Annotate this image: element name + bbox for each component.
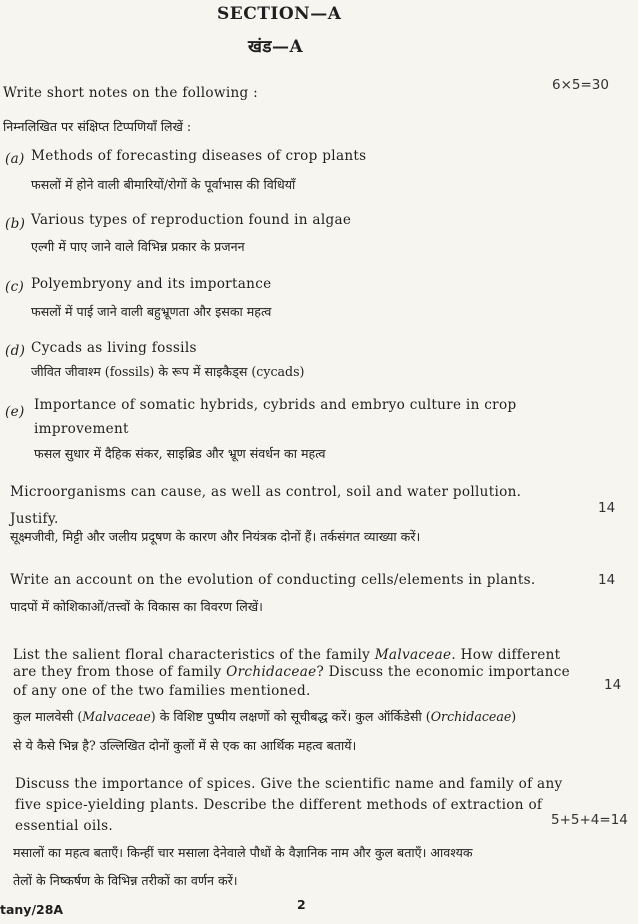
q2-marks: 14 <box>598 500 616 516</box>
q1-intro-en: Write short notes on the following : <box>3 85 259 101</box>
family-name: Orchidaceae <box>430 709 512 724</box>
q1-item-en: Various types of reproduction found in algae <box>31 212 352 228</box>
q3-text-en: Write an account on the evolution of conducting cells/elements in plants. <box>10 572 536 588</box>
q4-marks: 14 <box>604 677 622 693</box>
q3-marks: 14 <box>598 572 616 588</box>
q5-text-en-cont: five spice-yielding plants. Describe the different methods of extraction of <box>15 797 543 813</box>
q1-item-en: Cycads as living fossils <box>31 340 197 356</box>
q1-item-label: (c) <box>5 279 25 295</box>
q1-item-label: (a) <box>5 151 25 167</box>
q5-marks: 5+5+4=14 <box>551 812 628 828</box>
family-name: Orchidaceae <box>226 664 317 680</box>
section-heading-en: SECTION—A <box>217 4 342 24</box>
q5-text-en-cont: essential oils. <box>15 818 114 834</box>
family-name: Malvaceae <box>374 647 452 663</box>
q1-item-en: Polyembryony and its importance <box>31 276 272 292</box>
section-heading-hi: खंड—A <box>248 37 304 57</box>
q3-text-hi: पादपों में कोशिकाओं/तत्त्वों के विकास का विवरण लिखें। <box>10 599 263 614</box>
q4-text-hi-cont: से ये कैसे भिन्न है? उल्लिखित दोनों कुलों में से एक का आर्थिक महत्व बतायें। <box>13 738 357 753</box>
q1-item-hi: एल्गी में पाए जाने वाले विभिन्न प्रकार के प्रजनन <box>31 239 245 254</box>
q1-marks: 6×5=30 <box>552 77 609 93</box>
q4-text-en-cont: are they from those of family Orchidaceae? Discuss the economic importance <box>13 664 570 680</box>
q1-item-hi: फसल सुधार में दैहिक संकर, साइब्रिड और भ्रूण संवर्धन का महत्व <box>34 446 326 461</box>
q1-item-label: (d) <box>5 343 26 359</box>
q2-text-en: Microorganisms can cause, as well as control, soil and water pollution. <box>10 484 522 500</box>
page-number: 2 <box>297 897 306 912</box>
q4-text-en: List the salient floral characteristics of the family Malvaceae. How different <box>13 647 561 663</box>
q2-text-en-cont: Justify. <box>10 511 59 527</box>
q4-text-hi: कुल मालवेसी (Malvaceae) के विशिष्ट पुष्पीय लक्षणों को सूचीबद्ध करें। कुल ऑर्किडेसी (Orchidaceae) <box>13 709 517 724</box>
family-name: Malvaceae <box>82 709 151 724</box>
q1-item-label: (e) <box>5 404 25 420</box>
q1-item-en: Methods of forecasting diseases of crop plants <box>31 148 367 164</box>
q1-intro-hi: निम्नलिखित पर संक्षिप्त टिप्पणियाँ लिखें : <box>3 119 192 134</box>
q1-item-hi: फसलों में पाई जाने वाली बहुभ्रूणता और इसका महत्व <box>31 304 272 319</box>
q4-text-en-cont: of any one of the two families mentioned. <box>13 683 311 699</box>
q1-item-hi: जीवित जीवाश्म (fossils) के रूप में साइकैड्स (cycads) <box>31 364 305 379</box>
q2-text-hi: सूक्ष्मजीवी, मिट्टी और जलीय प्रदूषण के कारण और नियंत्रक दोनों हैं। तर्कसंगत व्याख्या करें। <box>10 529 421 544</box>
q5-text-hi-cont: तेलों के निष्कर्षण के विभिन्न तरीकों का वर्णन करें। <box>13 873 238 888</box>
q5-text-hi: मसालों का महत्व बताएँ। किन्हीं चार मसाला देनेवाले पौधों के वैज्ञानिक नाम और कुल बताएँ। आवश्यक <box>13 845 473 860</box>
q1-item-en-cont: improvement <box>34 421 129 437</box>
q1-item-en: Importance of somatic hybrids, cybrids and embryo culture in crop <box>34 397 517 413</box>
q1-item-hi: फसलों में होने वाली बीमारियों/रोगों के पूर्वाभास की विधियाँ <box>31 177 296 192</box>
q5-text-en: Discuss the importance of spices. Give the scientific name and family of any <box>15 776 563 792</box>
paper-code: tany/28A <box>0 902 64 917</box>
q1-item-label: (b) <box>5 216 26 232</box>
